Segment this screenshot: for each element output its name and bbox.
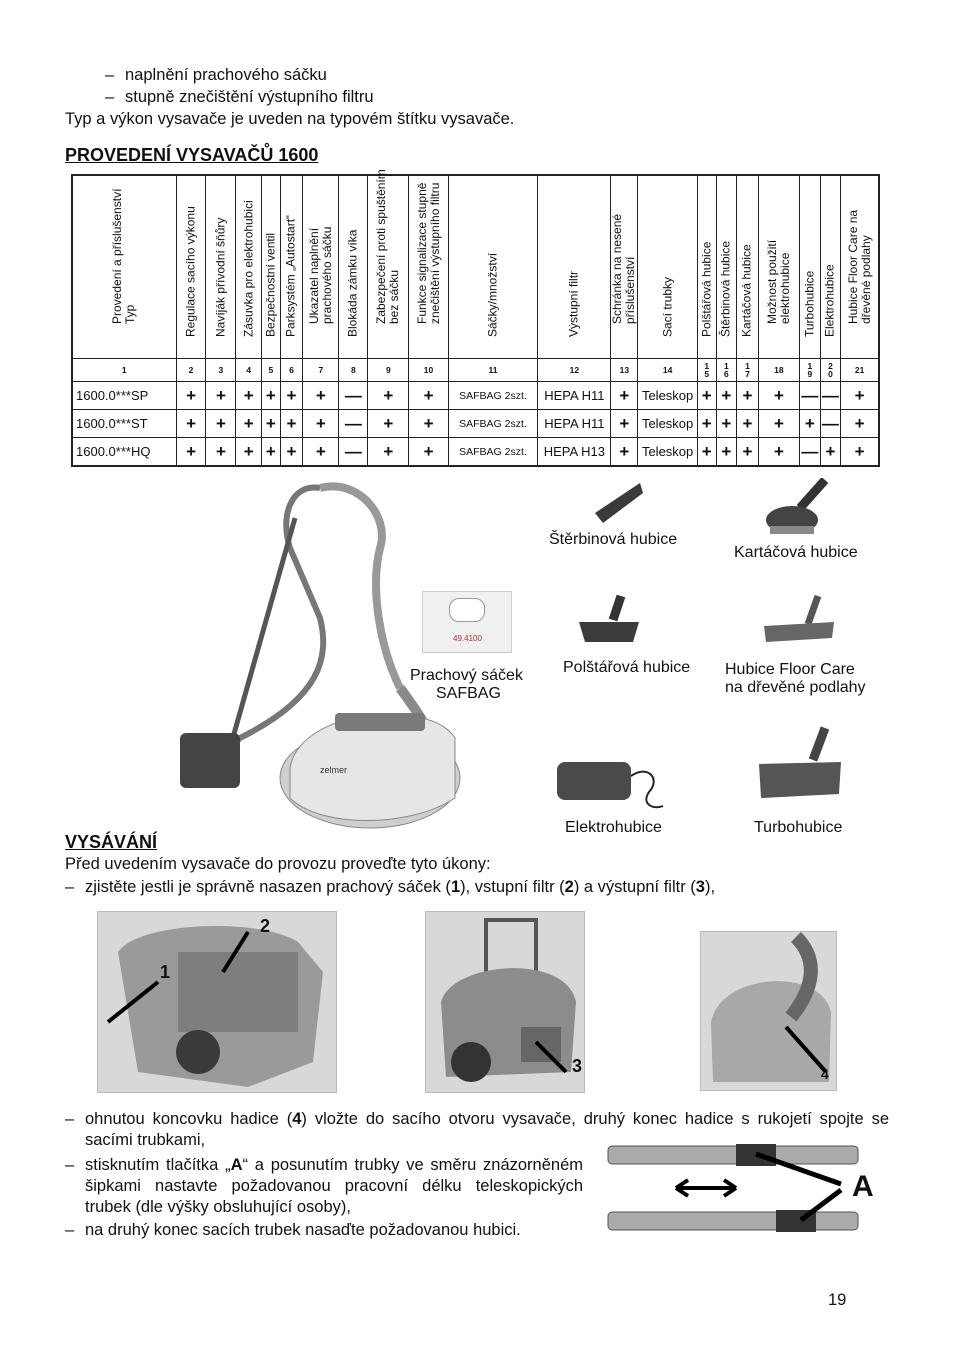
floorcare-nozzle-icon: [758, 594, 840, 648]
vacuum-photo: [170, 478, 470, 834]
section-title-provedeni: PROVEDENÍ VYSAVAČŮ 1600: [65, 145, 319, 165]
telescopic-tube-illustration: [606, 1140, 884, 1244]
photo-bag-filter: [97, 911, 337, 1093]
table-cell: +: [698, 382, 717, 410]
table-cell: SAFBAG 2szt.: [448, 410, 538, 438]
table-cell: +: [303, 410, 339, 438]
table-cell: +: [280, 382, 303, 410]
turbo-nozzle-icon: [753, 724, 847, 810]
table-cell: +: [409, 410, 448, 438]
number-cell: 6: [280, 359, 303, 382]
section-title-vysavani: VYSÁVÁNÍ: [65, 832, 158, 852]
table-cell: +: [409, 382, 448, 410]
svg-text:zelmer: zelmer: [320, 765, 348, 775]
table-cell: +: [236, 382, 262, 410]
table-cell: +: [236, 438, 262, 467]
table-cell: —: [820, 382, 841, 410]
table-cell: SAFBAG 2szt.: [448, 438, 538, 467]
brush-nozzle-icon: [760, 478, 832, 540]
table-cell: HEPA H11: [538, 382, 611, 410]
number-cell: 13: [611, 359, 638, 382]
table-cell: +: [262, 382, 281, 410]
header-cell: Navíják přívodní šňůry: [206, 175, 236, 359]
table-cell: +: [176, 382, 206, 410]
table-cell: +: [368, 410, 409, 438]
table-cell: HEPA H11: [538, 410, 611, 438]
header-cell: Hubice Floor Care na dřevěné podlahy: [841, 175, 879, 359]
header-cell: Sací trubky: [638, 175, 698, 359]
number-cell: 21: [841, 359, 879, 382]
table-number-row: [72, 359, 879, 382]
table-cell: SAFBAG 2szt.: [448, 382, 538, 410]
table-cell: —: [339, 382, 368, 410]
caption-bag-2: SAFBAG: [436, 685, 501, 702]
photo-output-filter: [425, 911, 585, 1093]
header-cell: Polštářová hubice: [698, 175, 717, 359]
intro-item-1: – naplnění prachového sáčku: [105, 66, 327, 84]
table-cell: —: [339, 438, 368, 467]
crevice-nozzle-icon: [585, 478, 645, 526]
table-cell: +: [716, 382, 737, 410]
table-cell: +: [303, 382, 339, 410]
table-row: [72, 410, 879, 438]
bag-image: [422, 591, 512, 653]
header-cell: Sáčky/množství: [448, 175, 538, 359]
number-cell: 12: [538, 359, 611, 382]
caption-turbo: Turbohubice: [754, 819, 843, 836]
check-item: – zjistěte jestli je správně nasazen prachový sáček (1), vstupní filtr (2) a výstupní filtr (3),: [65, 878, 716, 896]
nozzle-instruction: – na druhý konec sacích trubek nasaďte požadovanou hubici.: [65, 1221, 521, 1239]
bag-code: 49.4100: [453, 634, 482, 643]
table-cell: —: [800, 382, 821, 410]
table-cell: —: [339, 410, 368, 438]
number-cell: 1 9: [800, 359, 821, 382]
number-cell: 18: [758, 359, 799, 382]
upholstery-nozzle-icon: [573, 592, 645, 648]
number-cell: 11: [448, 359, 538, 382]
number-cell: 1 5: [698, 359, 717, 382]
number-cell: 3: [206, 359, 236, 382]
header-cell: Blokáda zámku víka: [339, 175, 368, 359]
table-cell: +: [611, 438, 638, 467]
header-cell: Možnost použití elektrohubice: [758, 175, 799, 359]
header-cell: Kartáčová hubice: [737, 175, 759, 359]
header-cell: Bezpečnostní ventil: [262, 175, 281, 359]
caption-upholstery: Polštářová hubice: [563, 659, 691, 676]
intro-sentence: Typ a výkon vysavače je uveden na typovém štítku vysavače.: [65, 110, 515, 128]
table-cell: +: [841, 438, 879, 467]
table-cell: +: [206, 382, 236, 410]
page-number: 19: [828, 1291, 847, 1309]
number-cell: 7: [303, 359, 339, 382]
table-cell: +: [409, 438, 448, 467]
table-cell: +: [262, 438, 281, 467]
header-cell: Regulace sacího výkonu: [176, 175, 206, 359]
electro-nozzle-icon: [553, 744, 665, 816]
table-cell: +: [737, 438, 759, 467]
table-cell: Teleskop: [638, 382, 698, 410]
model-cell: 1600.0***SP: [72, 382, 176, 410]
table-cell: +: [737, 410, 759, 438]
table-cell: +: [698, 410, 717, 438]
number-cell: 1 6: [716, 359, 737, 382]
table-cell: +: [716, 438, 737, 467]
model-cell: 1600.0***ST: [72, 410, 176, 438]
table-cell: +: [758, 410, 799, 438]
table-header-row: [72, 175, 879, 359]
table-cell: +: [841, 382, 879, 410]
caption-electro: Elektrohubice: [565, 819, 662, 836]
table-cell: +: [368, 382, 409, 410]
caption-bag-1: Prachový sáček: [410, 667, 523, 684]
caption-floorcare-1: Hubice Floor Care: [725, 661, 855, 678]
label-4: 4: [821, 1066, 829, 1082]
table-cell: Teleskop: [638, 438, 698, 467]
caption-brush: Kartáčová hubice: [734, 544, 858, 561]
table-cell: Teleskop: [638, 410, 698, 438]
header-cell: Zásuvka pro elektrohubici: [236, 175, 262, 359]
table-cell: +: [800, 410, 821, 438]
number-cell: 8: [339, 359, 368, 382]
caption-crevice: Štěrbinová hubice: [549, 531, 678, 548]
table-cell: +: [176, 438, 206, 467]
table-cell: +: [758, 438, 799, 467]
number-cell: 1 7: [737, 359, 759, 382]
table-cell: +: [236, 410, 262, 438]
header-cell: Výstupní filtr: [538, 175, 611, 359]
number-cell: 2 0: [820, 359, 841, 382]
label-3: 3: [572, 1056, 583, 1076]
table-cell: +: [368, 438, 409, 467]
table-cell: +: [737, 382, 759, 410]
number-cell: 9: [368, 359, 409, 382]
number-cell: 10: [409, 359, 448, 382]
table-cell: +: [758, 382, 799, 410]
table-cell: +: [262, 410, 281, 438]
table-cell: +: [716, 410, 737, 438]
number-cell: 14: [638, 359, 698, 382]
table-cell: +: [820, 438, 841, 467]
table-row: [72, 438, 879, 467]
table-cell: HEPA H13: [538, 438, 611, 467]
intro-item-2: – stupně znečištění výstupního filtru: [105, 88, 374, 106]
header-cell: Elektrohubice: [820, 175, 841, 359]
header-cell: Parksystém „Autostart“: [280, 175, 303, 359]
table-cell: +: [698, 438, 717, 467]
hose-instruction: – ohnutou koncovku hadice (4) vložte do sacího otvoru vysavače, druhý konec hadice s rukojetí spojte se sacími trubkami,: [65, 1110, 889, 1149]
number-cell: 4: [236, 359, 262, 382]
table-cell: —: [800, 438, 821, 467]
photo-hose-inlet: [700, 931, 837, 1091]
table-cell: +: [611, 410, 638, 438]
model-cell: 1600.0***HQ: [72, 438, 176, 467]
header-cell: Štěrbinová hubice: [716, 175, 737, 359]
table-cell: +: [206, 438, 236, 467]
table-cell: +: [611, 382, 638, 410]
header-cell: Turbohubice: [800, 175, 821, 359]
table-cell: —: [820, 410, 841, 438]
table-cell: +: [841, 410, 879, 438]
header-cell: Schránka na nesené příslušenství: [611, 175, 638, 359]
table-cell: +: [280, 438, 303, 467]
button-a-label: A: [852, 1170, 874, 1203]
number-cell: 1: [72, 359, 176, 382]
press-button-instruction: – stisknutím tlačítka „A“ a posunutím trubky ve směru znázorněném šipkami nastavte požadovanou pracovní délku teleskopických trubek (dle výšky obsluhující osoby),: [65, 1156, 583, 1216]
header-cell: Zabezpečení proti spuštěním bez sáčku: [368, 175, 409, 359]
label-2: 2: [260, 916, 271, 936]
table-cell: +: [303, 438, 339, 467]
table-row: [72, 382, 879, 410]
header-cell: Provedení a příslušenství Typ: [72, 175, 176, 359]
number-cell: 2: [176, 359, 206, 382]
header-cell: Ukazatel naplnění prachového sáčku: [303, 175, 339, 359]
table-cell: +: [206, 410, 236, 438]
spec-table: [71, 169, 880, 467]
table-cell: +: [176, 410, 206, 438]
caption-floorcare-2: na dřevěné podlahy: [725, 679, 866, 696]
header-cell: Funkce signalizace stupně znečištění výstupního filtru: [409, 175, 448, 359]
section2-intro: Před uvedením vysavače do provozu proveďte tyto úkony:: [65, 855, 491, 873]
number-cell: 5: [262, 359, 281, 382]
table-cell: +: [280, 410, 303, 438]
label-1: 1: [160, 962, 171, 982]
